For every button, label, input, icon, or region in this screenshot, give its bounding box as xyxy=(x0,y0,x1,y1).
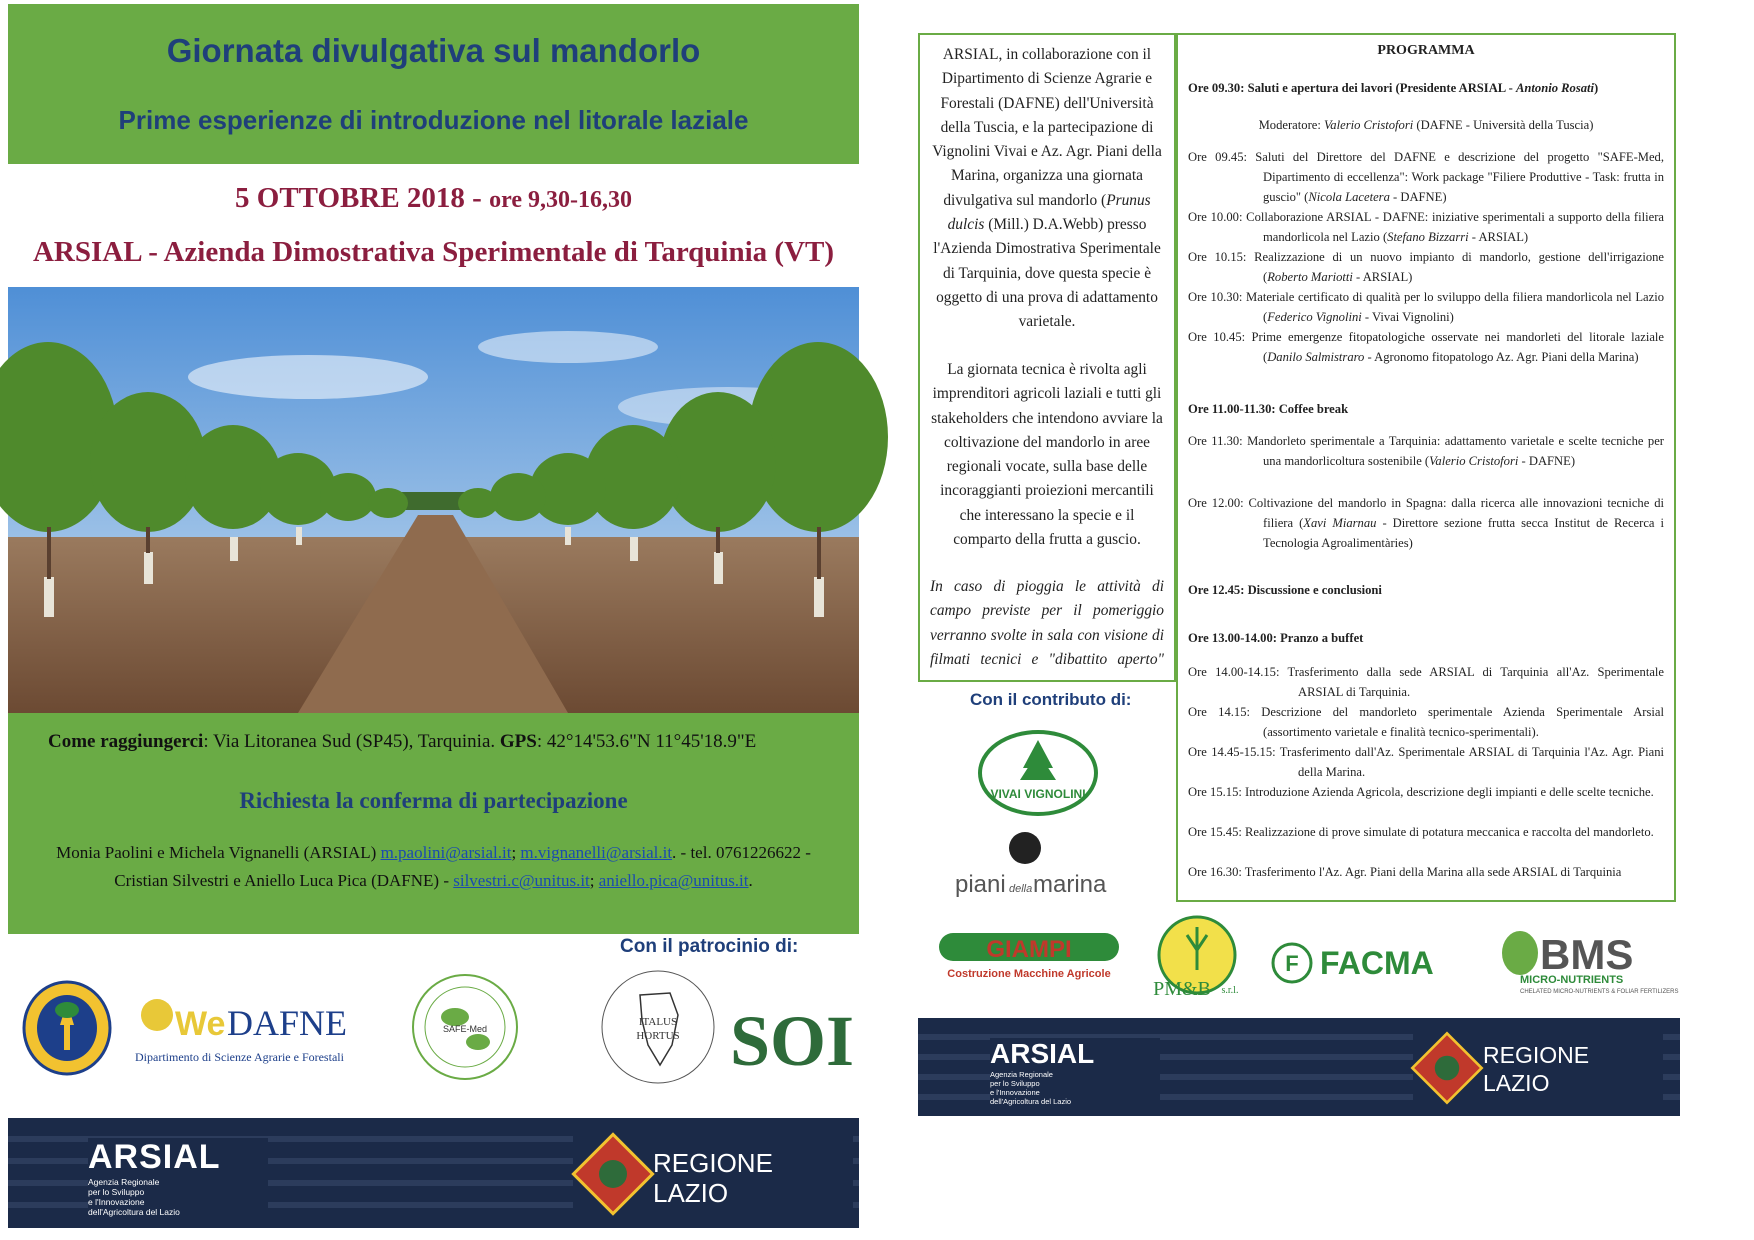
svg-text:MICRO-NUTRIENTS: MICRO-NUTRIENTS xyxy=(1520,974,1624,986)
regione-lazio-logo: REGIONE LAZIO xyxy=(573,1130,853,1220)
vivai-vignolini-logo xyxy=(978,730,1098,816)
moderator: Moderatore: Valerio Cristofori (DAFNE - Università della Tuscia) xyxy=(1258,118,1594,132)
item-coffee-break: Ore 11.00-11.30: Coffee break xyxy=(1188,402,1349,416)
bms-logo xyxy=(1500,925,1679,995)
item-1415: Ore 14.15: Descrizione del mandorleto sperimentale Azienda Sperimentale Arsial (assortimento varietale e finalità tecnico-sperimentali). xyxy=(1188,705,1664,739)
svg-text:ITALUS: ITALUS xyxy=(638,1016,678,1028)
email-link-pica[interactable]: aniello.pica@unitus.it xyxy=(598,871,749,890)
safe-med-logo xyxy=(410,972,520,1082)
footer-banner-left xyxy=(8,1118,859,1228)
email-link-silvestri[interactable]: silvestri.c@unitus.it xyxy=(453,871,590,890)
svg-text:HORTUS: HORTUS xyxy=(636,1030,680,1042)
svg-text:We: We xyxy=(175,1005,226,1043)
participation-notice: Richiesta la conferma di partecipazione xyxy=(239,788,628,813)
item-1200: Ore 12.00: Coltivazione del mandorlo in Spagna: dalla ricerca alle innovazioni tecniche di filiera (Xavi Miarnau - Direttore sezione frutta secca Institut de Recerca i Tecnologia Agroalimentàries) xyxy=(1188,496,1665,550)
svg-text:DAFNE: DAFNE xyxy=(227,1003,348,1043)
event-date-line: 5 OTTOBRE 2018 - ore 9,30-16,30 xyxy=(235,182,632,214)
item-1515: Ore 15.15: Introduzione Azienda Agricola, descrizione degli impianti e delle scelte tecniche. xyxy=(1188,785,1654,799)
giampi-logo xyxy=(935,925,1125,985)
contribution-label: Con il contributo di: xyxy=(970,690,1132,709)
svg-text:BMS: BMS xyxy=(1540,931,1634,978)
svg-text:della: della xyxy=(1009,883,1033,895)
svg-text:SOI: SOI xyxy=(730,1001,855,1081)
programme-title: PROGRAMMA xyxy=(1377,43,1475,58)
title-banner xyxy=(8,4,859,164)
svg-text:GIAMPI: GIAMPI xyxy=(986,936,1072,963)
email-link-vignanelli[interactable]: m.vignanelli@arsial.it xyxy=(520,843,673,862)
svg-text:VIVAI VIGNOLINI: VIVAI VIGNOLINI xyxy=(990,787,1086,801)
svg-text:piani: piani xyxy=(955,871,1006,898)
svg-text:FACMA: FACMA xyxy=(1320,945,1434,981)
svg-text:PM&B: PM&B xyxy=(1153,978,1211,1000)
wedafne-logo xyxy=(135,985,395,1070)
event-date: 5 OTTOBRE 2018 xyxy=(235,182,465,214)
patronage-label: Con il patrocinio di: xyxy=(620,936,799,957)
intro-paragraph-2: La giornata tecnica è rivolta agli imprenditori agricoli laziali e tutti gli stakeholders che intendono avviare la coltivazione del mandorlo in aree regionali vocate, sulla base delle incoraggianti proiezioni mercantili che interessano la specie e il comparto della frutta a guscio. xyxy=(931,361,1163,549)
item-1030: Ore 10.30: Materiale certificato di qualità per lo sviluppo della filiera mandorlicola nel Lazio (Federico Vignolini - Vivai Vignolini) xyxy=(1188,290,1664,324)
svg-text:CHELATED MICRO-NUTRIENTS & FOL: CHELATED MICRO-NUTRIENTS & FOLIAR FERTILIZERS xyxy=(1520,989,1679,995)
intro-box xyxy=(918,33,1176,682)
item-0930: Ore 09.30: Saluti e apertura dei lavori (Presidente ARSIAL - Antonio Rosati) xyxy=(1188,81,1599,95)
regione-lazio-logo-right: REGIONE LAZIO xyxy=(1413,1030,1663,1110)
event-time: ore 9,30-16,30 xyxy=(489,187,632,213)
intro-paragraph-1: ARSIAL, in collaborazione con il Dipartimento di Scienze Agrarie e Forestali (DAFNE) dell'Università della Tuscia, e la partecipazione di Vignolini Vivai e Az. Agr. Piani della Marina, organizza una giornata divulgativa sul mandorlo (Prunus dulcis (Mill.) D.A.Webb) presso l'Azienda Dimostrativa Sperimentale di Tarquinia, dove questa specie è oggetto di una prova di adattamento varietale. xyxy=(932,46,1162,331)
contacts-line-2: Cristian Silvestri e Aniello Luca Pica (DAFNE) - silvestri.c@unitus.it; aniello.pica@unitus.it. xyxy=(114,871,753,890)
almond-orchard-photo xyxy=(8,287,859,713)
date-venue-block xyxy=(8,168,859,278)
item-0945: Ore 09.45: Saluti del Direttore del DAFNE e descrizione del progetto "SAFE-Med, Dipartimento di eccellenza": Work package "Filiere Produttive - Task: frutta in guscio" (Nicola Lacetera - DAFNE) xyxy=(1188,150,1664,204)
item-1045: Ore 10.45: Prime emergenze fitopatologiche osservate nei mandorleti del litorale laziale (Danilo Salmistraro - Agronomo fitopatologo Az. Agr. Piani della Marina) xyxy=(1188,330,1664,364)
unitus-logo xyxy=(22,980,112,1076)
svg-text:Dipartimento di Scienze Agrari: Dipartimento di Scienze Agrarie e Forestali xyxy=(135,1050,344,1064)
item-discussion: Ore 12.45: Discussione e conclusioni xyxy=(1188,583,1382,597)
svg-text:Costruzione Macchine Agricole: Costruzione Macchine Agricole xyxy=(947,968,1111,980)
svg-text:marina: marina xyxy=(1033,871,1107,898)
pmb-logo xyxy=(1142,915,1252,1005)
item-1545: Ore 15.45: Realizzazione di prove simulate di potatura meccanica e raccolta del mandorleto. xyxy=(1188,825,1654,839)
svg-text:s.r.l.: s.r.l. xyxy=(1221,985,1239,996)
directions: Come raggiungerci: Via Litoranea Sud (SP45), Tarquinia. GPS: 42°14'53.6"N 11°45'18.9"E xyxy=(48,731,757,752)
arsial-logo: ARSIAL Agenzia Regionale per lo Sviluppo e l'Innovazione dell'Agricoltura del Lazio xyxy=(88,1138,268,1226)
item-lunch: Ore 13.00-14.00: Pranzo a buffet xyxy=(1188,631,1364,645)
event-subtitle: Prime esperienze di introduzione nel litorale laziale xyxy=(118,105,749,135)
email-link-paolini[interactable]: m.paolini@arsial.it xyxy=(380,843,512,862)
rain-notice: In caso di pioggia le attività di campo previste per il pomeriggio verranno svolte in sala con visione di filmati tecnici e "dibattito aperto" xyxy=(930,578,1164,668)
item-1400: Ore 14.00-14.15: Trasferimento dalla sede ARSIAL di Tarquinia all'Az. Sperimentale ARSIAL di Tarquinia. xyxy=(1188,665,1664,699)
item-1015: Ore 10.15: Realizzazione di un nuovo impianto di mandorlo, gestione dell'irrigazione (Roberto Mariotti - ARSIAL) xyxy=(1188,250,1664,284)
piani-della-marina-logo xyxy=(955,830,1115,900)
facma-logo xyxy=(1272,940,1482,986)
event-title: Giornata divulgativa sul mandorlo xyxy=(166,32,701,69)
soi-logo xyxy=(600,965,855,1090)
arsial-logo-right: ARSIAL Agenzia Regionale per lo Sviluppo e l'Innovazione dell'Agricoltura del Lazio xyxy=(990,1038,1160,1114)
footer-banner-right xyxy=(918,1018,1680,1116)
event-venue: ARSIAL - Azienda Dimostrativa Sperimentale di Tarquinia (VT) xyxy=(32,236,835,268)
item-1630: Ore 16.30: Trasferimento l'Az. Agr. Piani della Marina alla sede ARSIAL di Tarquinia xyxy=(1188,865,1622,879)
gps-coordinates: : 42°14'53.6"N 11°45'18.9"E xyxy=(536,731,757,752)
info-panel xyxy=(8,713,859,934)
item-1445: Ore 14.45-15.15: Trasferimento dall'Az. Sperimentale ARSIAL di Tarquinia l'Az. Agr. Piani della Marina. xyxy=(1188,745,1664,779)
item-1000: Ore 10.00: Collaborazione ARSIAL - DAFNE: iniziative sperimentali a supporto della filiera mandorlicola nel Lazio (Stefano Bizzarri - ARSIAL) xyxy=(1188,210,1664,244)
contacts-line-1: Monia Paolini e Michela Vignanelli (ARSIAL) m.paolini@arsial.it; m.vignanelli@arsial.it. - tel. 0761226622 - xyxy=(56,843,811,862)
svg-text:SAFE-Med: SAFE-Med xyxy=(442,1024,488,1034)
svg-text:F: F xyxy=(1285,951,1299,976)
programme-box xyxy=(1176,33,1676,902)
item-1130: Ore 11.30: Mandorleto sperimentale a Tarquinia: adattamento varietale e scelte tecniche per una mandorlicoltura sostenibile (Valerio Cristofori - DAFNE) xyxy=(1188,434,1664,468)
